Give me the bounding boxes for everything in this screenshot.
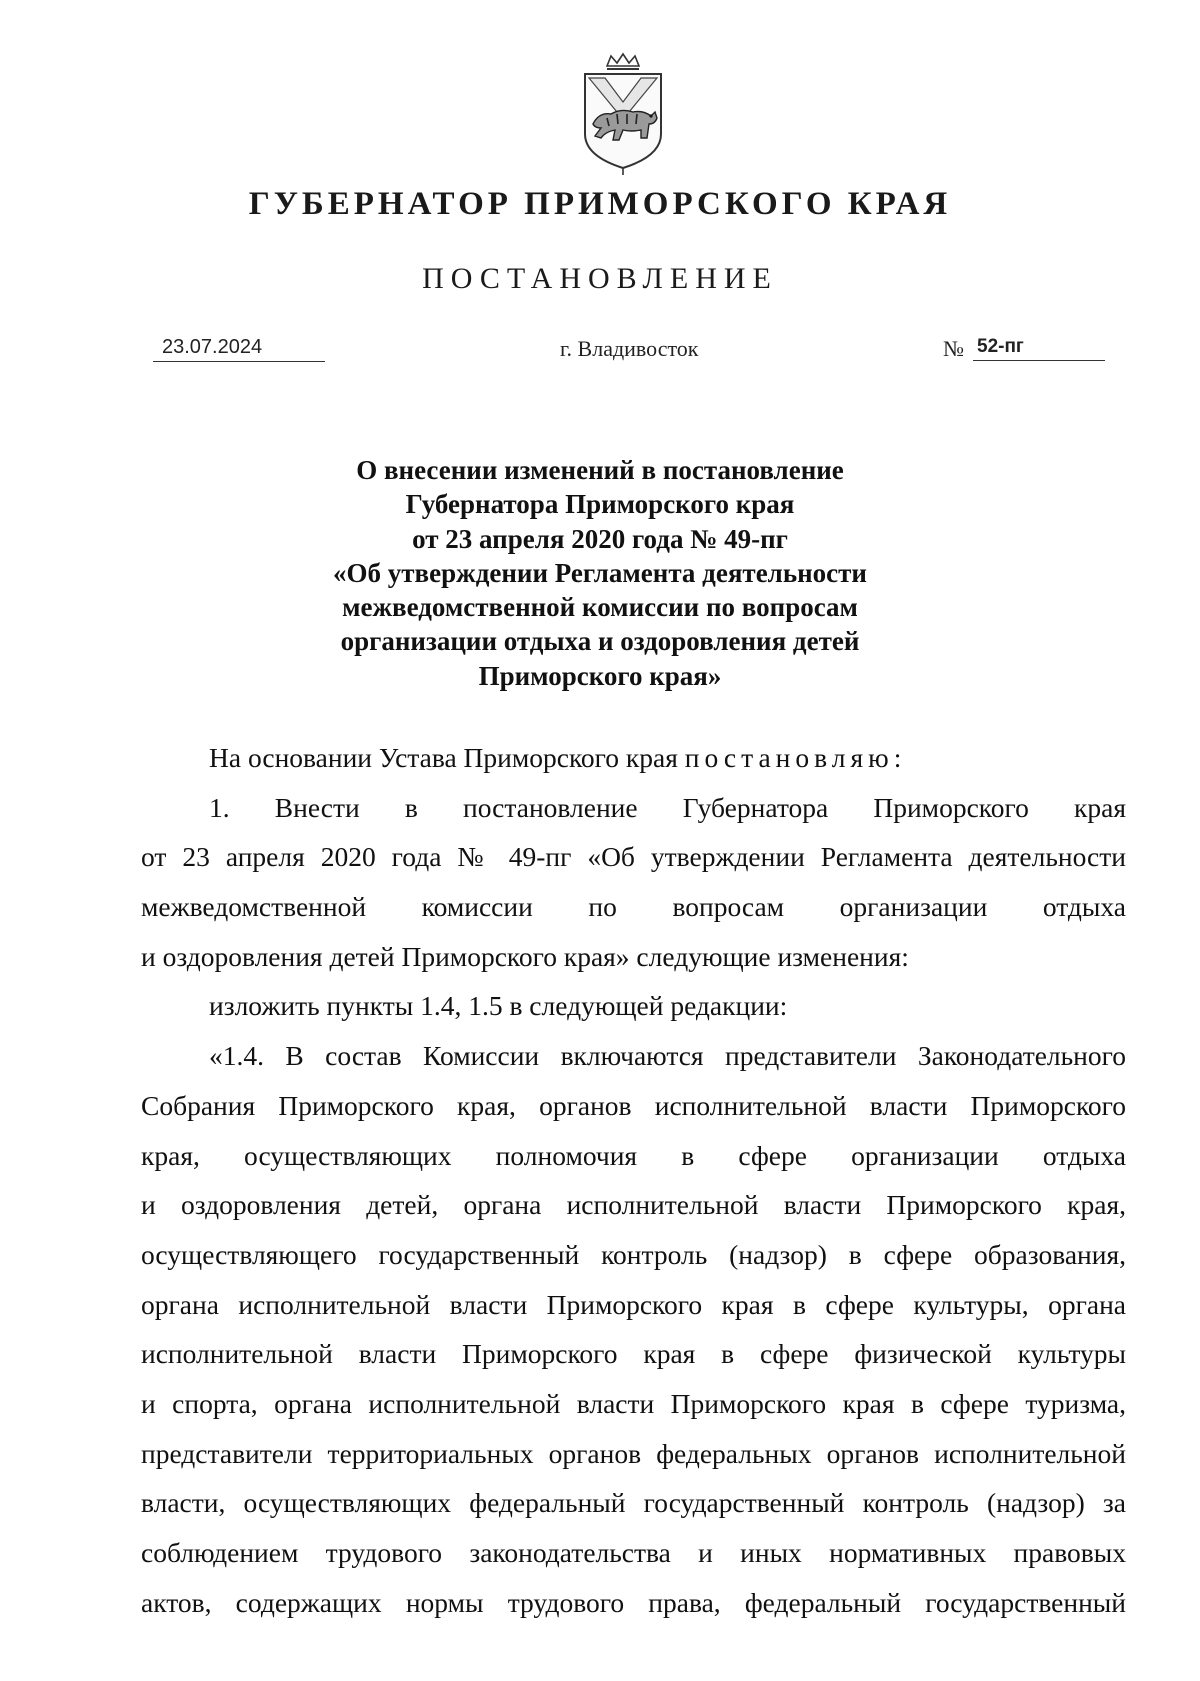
paragraph-line: актов, содержащих нормы трудового права, федеральный государственный	[141, 1586, 1126, 1618]
preamble	[141, 733, 1126, 783]
paragraph-line: органа исполнительной власти Приморского края в сфере культуры, органа	[141, 1288, 1126, 1320]
document-number: 52-пг	[973, 336, 1105, 361]
title-line: Приморского края»	[478, 660, 722, 691]
paragraph-line: и оздоровления детей, органа исполнительной власти Приморского края,	[141, 1189, 1126, 1221]
document-title	[150, 453, 1050, 693]
title-line: организации отдыха и оздоровления детей	[340, 626, 860, 657]
title-line: О внесении изменений в постановление	[356, 455, 844, 485]
paragraph-line: Собрания Приморского края, органов исполнительной власти Приморского	[141, 1089, 1126, 1121]
paragraph-line: представители территориальных органов федеральных органов исполнительной	[141, 1437, 1126, 1469]
paragraph-line: и спорта, органа исполнительной власти Приморского края в сфере туризма,	[141, 1387, 1126, 1419]
paragraph-line: власти, осуществляющих федеральный государственный контроль (надзор) за	[141, 1487, 1126, 1519]
issuing-authority: ГУБЕРНАТОР ПРИМОРСКОГО КРАЯ	[248, 186, 952, 222]
title-line: от 23 апреля 2020 года № 49-пг	[412, 523, 788, 554]
number-sign: №	[943, 336, 964, 361]
document-date: 23.07.2024	[153, 336, 325, 362]
title-line: «Об утверждении Регламента деятельности	[333, 557, 867, 588]
paragraph-line: изложить пункты 1.4, 1.5 в следующей редакции:	[209, 990, 788, 1022]
paragraph-line: 1. Внести в постановление Губернатора Приморского края	[209, 791, 1126, 823]
document-type: ПОСТАНОВЛЕНИЕ	[422, 262, 778, 295]
title-line: межведомственной комиссии по вопросам	[342, 592, 858, 623]
preamble-text: На основании Устава Приморского края	[209, 742, 685, 773]
paragraph-line: соблюдением трудового законодательства и иных нормативных правовых	[141, 1537, 1126, 1568]
paragraph-line: исполнительной власти Приморского края в сфере физической культуры	[141, 1338, 1126, 1370]
title-line: Губернатора Приморского края	[405, 489, 795, 520]
paragraph-line: осуществляющего государственный контроль (надзор) в сфере образования,	[141, 1238, 1126, 1270]
coat-of-arms-icon	[577, 52, 669, 176]
paragraph-line: межведомственной комиссии по вопросам организации отдыха	[141, 891, 1126, 923]
paragraph-line: от 23 апреля 2020 года № 49-пг «Об утверждении Регламента деятельности	[141, 841, 1126, 873]
paragraph-line: края, осуществляющих полномочия в сфере организации отдыха	[141, 1139, 1126, 1171]
preamble-colon: :	[893, 742, 902, 773]
paragraph-line: и оздоровления детей Приморского края» следующие изменения:	[141, 940, 909, 972]
document-body	[141, 733, 1126, 1627]
document-city: г. Владивосток	[560, 336, 699, 361]
paragraph-line: «1.4. В состав Комиссии включаются представители Законодательного	[209, 1040, 1126, 1072]
preamble-decree-word: постановляю	[684, 742, 894, 773]
